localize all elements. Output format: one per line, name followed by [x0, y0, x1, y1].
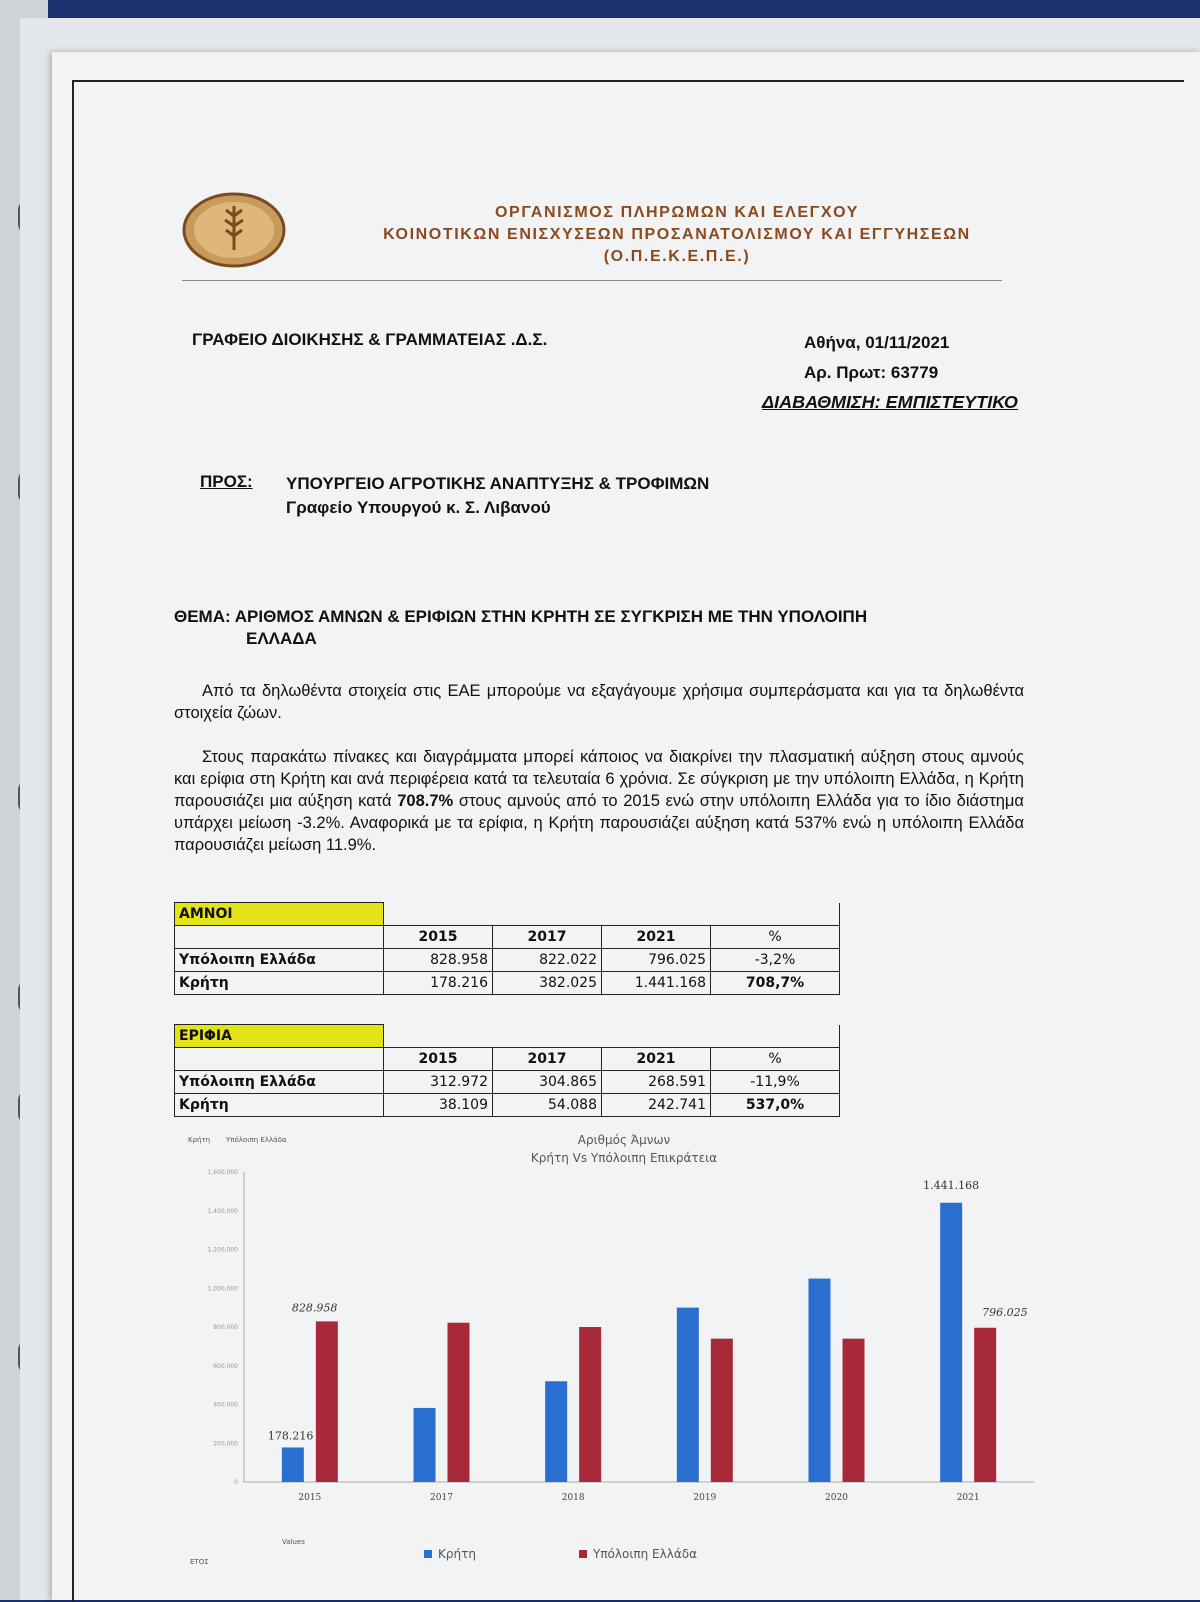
table-cell: 828.958 — [384, 949, 493, 972]
column-header: % — [711, 926, 840, 949]
lambs-table-title: ΑΜΝΟΙ — [175, 903, 384, 926]
x-tick-label: 2015 — [298, 1493, 322, 1503]
data-label: 178.216 — [267, 1429, 314, 1443]
y-tick-label: 1,200,000 — [207, 1246, 238, 1254]
y-tick-label: 400,000 — [213, 1401, 238, 1409]
recipient-block — [286, 472, 709, 520]
legend-swatch — [424, 1550, 432, 1558]
recipient-line-2: Γραφείο Υπουργού κ. Σ. Λιβανού — [286, 498, 551, 517]
document-page — [52, 52, 1200, 1600]
bar-rest-of-greece — [843, 1339, 865, 1482]
table-cell: 242.741 — [602, 1094, 711, 1117]
column-header: % — [711, 1048, 840, 1071]
table-cell: 708,7% — [711, 972, 840, 995]
row-label: Κρήτη — [175, 972, 384, 995]
table-cell: 312.972 — [384, 1071, 493, 1094]
paragraph-2-b: στους αμνούς από το 2015 ενώ στην υπόλοιπη Ελλάδα για το ίδιο διάστημα υπάρχει μείωση -3.2%. Αναφορικά με τα ερίφια, η Κρήτη παρουσιάζει αύξηση κατά 537% ενώ η υπόλοιπη Ελλάδα παρουσιάζει μείωση 11.9%. — [174, 792, 1024, 854]
bar-crete — [809, 1279, 831, 1482]
table-blank — [384, 903, 840, 926]
table-cell: 382.025 — [493, 972, 602, 995]
legend-label: Υπόλοιπη Ελλάδα — [593, 1547, 697, 1561]
table-row — [175, 949, 840, 972]
y-tick-label: 600,000 — [213, 1362, 238, 1370]
row-label: Υπόλοιπη Ελλάδα — [175, 1071, 384, 1094]
header-divider — [182, 280, 1002, 281]
org-line-3: (Ο.Π.Ε.Κ.Ε.Π.Ε.) — [603, 248, 751, 265]
lambs-table — [174, 902, 840, 995]
kids-table — [174, 1024, 840, 1117]
y-tick-label: 800,000 — [213, 1324, 238, 1331]
recipient-line-1: ΥΠΟΥΡΓΕΙΟ ΑΓΡΟΤΙΚΗΣ ΑΝΑΠΤΥΞΗΣ & ΤΡΟΦΙΜΩΝ — [286, 474, 710, 493]
table-cell: 38.109 — [384, 1094, 493, 1117]
table-cell: 796.025 — [602, 949, 711, 972]
x-tick-label: 2020 — [825, 1493, 848, 1503]
paragraph-1: Από τα δηλωθέντα στοιχεία στις ΕΑΕ μπορούμε να εξαγάγουμε χρήσιμα συμπεράσματα και για τα δηλωθέντα στοιχεία ζώων. — [174, 682, 1024, 722]
table-row — [175, 1094, 840, 1117]
table-cell: 304.865 — [493, 1071, 602, 1094]
bar-rest-of-greece — [711, 1339, 733, 1482]
pivot-label: Κρήτη — [188, 1136, 211, 1144]
column-header: 2017 — [493, 926, 602, 949]
row-label: Υπόλοιπη Ελλάδα — [175, 949, 384, 972]
data-label: 796.025 — [982, 1305, 1028, 1319]
x-tick-label: 2017 — [430, 1493, 453, 1503]
table-cell: 1.441.168 — [602, 972, 711, 995]
bar-crete — [940, 1203, 962, 1482]
table-row — [175, 972, 840, 995]
y-tick-label: 1,400,000 — [207, 1207, 238, 1215]
table-cell: 54.088 — [493, 1094, 602, 1117]
row-label: Κρήτη — [175, 1094, 384, 1117]
legend-swatch — [579, 1550, 587, 1558]
recipient-label: ΠΡΟΣ: — [200, 472, 253, 491]
chart-subtitle: Κρήτη Vs Υπόλοιπη Επικράτεια — [530, 1151, 718, 1165]
bar-crete — [677, 1308, 699, 1482]
table-cell: 537,0% — [711, 1094, 840, 1117]
table-blank — [384, 1025, 840, 1048]
bar-rest-of-greece — [579, 1327, 601, 1482]
pivot-label: Values — [282, 1538, 305, 1546]
table-cell: 822.022 — [493, 949, 602, 972]
column-header: 2015 — [384, 926, 493, 949]
bar-crete — [414, 1408, 436, 1482]
y-tick-label: 1,000,000 — [207, 1285, 238, 1293]
lambs-bar-chart — [174, 1132, 1054, 1572]
table-cell: -3,2% — [711, 949, 840, 972]
filter-label: ΕΤΟΣ — [190, 1558, 209, 1566]
y-tick-label: 200,000 — [213, 1440, 238, 1448]
table-cell: 178.216 — [384, 972, 493, 995]
column-header: 2015 — [384, 1048, 493, 1071]
x-tick-label: 2021 — [956, 1493, 980, 1503]
y-tick-label: 1,600,000 — [207, 1169, 238, 1176]
bar-crete — [282, 1447, 304, 1482]
protocol-number: Αρ. Πρωτ: 63779 — [804, 363, 939, 382]
subject — [174, 606, 1014, 650]
subject-line-2: ΕΛΛΑΔΑ — [246, 629, 317, 648]
legend-label: Κρήτη — [438, 1547, 476, 1561]
paragraph-2-a: Στους παρακάτω πίνακες και διαγράμματα μπορεί κάποιος να διακρίνει την πλασματική αύξηση στους αμνούς και ερίφια στη Κρήτη και ανά περιφέρεια κατά τα τελευταία 6 χρόνια. Σε σύγκριση με την υπόλοιπη Ελλάδα, η Κρήτη παρουσιάζει μια αύξηση κατά — [174, 748, 1024, 810]
org-line-2: ΚΟΙΝΟΤΙΚΩΝ ΕΝΙΣΧΥΣΕΩΝ ΠΡΟΣΑΝΑΤΟΛΙΣΜΟΥ ΚΑΙ ΕΓΓΥΗΣΕΩΝ — [383, 226, 971, 243]
table-corner — [175, 926, 384, 949]
bar-crete — [545, 1381, 567, 1482]
paragraph-2-highlight: 708.7% — [397, 792, 454, 810]
column-header: 2021 — [602, 926, 711, 949]
header-meta — [804, 328, 949, 388]
opekepe-logo — [182, 192, 286, 268]
classification: ΔΙΑΒΑΘΜΙΣΗ: ΕΜΠΙΣΤΕΥΤΙΚΟ — [762, 392, 1018, 412]
office-name: ΓΡΑΦΕΙΟ ΔΙΟΙΚΗΣΗΣ & ΓΡΑΜΜΑΤΕΙΑΣ .Δ.Σ. — [192, 330, 548, 349]
table-cell: 268.591 — [602, 1071, 711, 1094]
bar-rest-of-greece — [974, 1328, 996, 1482]
chart-title: Αριθμός Άμνων — [577, 1133, 671, 1147]
place-date: Αθήνα, 01/11/2021 — [804, 333, 950, 352]
bar-rest-of-greece — [316, 1321, 338, 1482]
table-row — [175, 1071, 840, 1094]
kids-table-title: ΕΡΙΦΙΑ — [175, 1025, 384, 1048]
subject-line-1: ΘΕΜΑ: ΑΡΙΘΜΟΣ ΑΜΝΩΝ & ΕΡΙΦΙΩΝ ΣΤΗΝ ΚΡΗΤΗ ΣΕ ΣΥΓΚΡΙΣΗ ΜΕ ΤΗΝ ΥΠΟΛΟΙΠΗ — [174, 607, 868, 626]
x-tick-label: 2019 — [693, 1493, 717, 1503]
paragraph-2 — [174, 746, 1024, 856]
y-tick-label: 0 — [234, 1479, 238, 1486]
table-corner — [175, 1048, 384, 1071]
column-header: 2021 — [602, 1048, 711, 1071]
org-line-1: ΟΡΓΑΝΙΣΜΟΣ ΠΛΗΡΩΜΩΝ ΚΑΙ ΕΛΕΓΧΟΥ — [495, 204, 859, 221]
data-label: 828.958 — [291, 1301, 338, 1315]
x-tick-label: 2018 — [561, 1493, 585, 1503]
column-header: 2017 — [493, 1048, 602, 1071]
data-label: 1.441.168 — [923, 1178, 980, 1192]
table-cell: -11,9% — [711, 1071, 840, 1094]
pivot-label: Υπόλοιπη Ελλάδα — [226, 1136, 287, 1144]
organization-heading — [292, 202, 1062, 268]
bar-rest-of-greece — [448, 1323, 470, 1482]
